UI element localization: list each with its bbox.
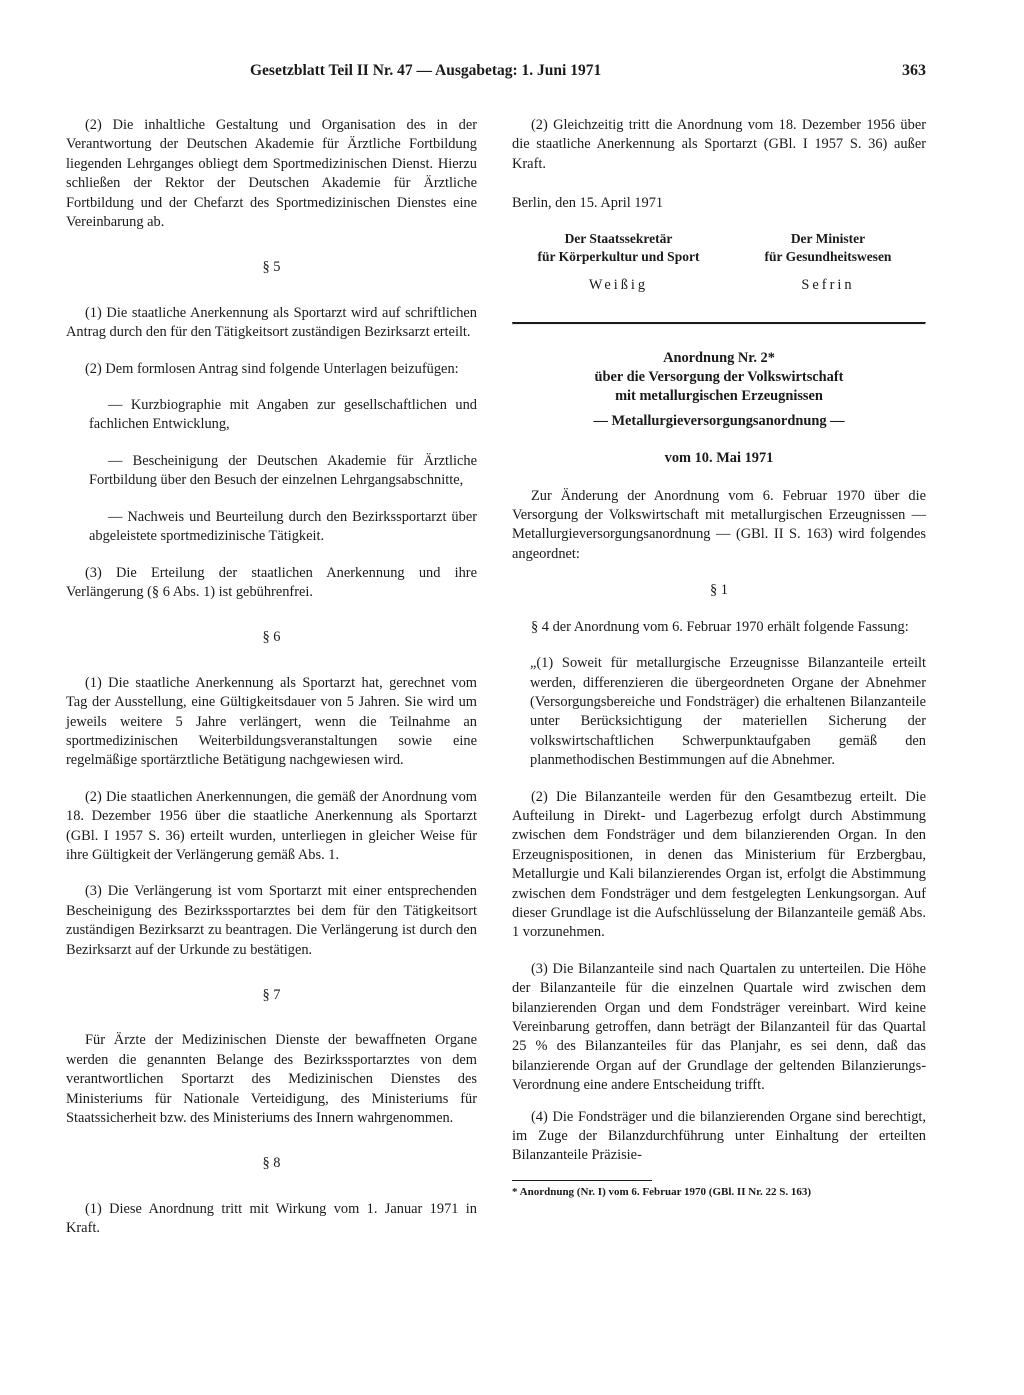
section-heading-5: § 5 — [262, 259, 281, 276]
ordinance-title: Anordnung Nr. 2* — [663, 349, 775, 366]
signature-name: Weißig — [588, 276, 649, 293]
page-header — [250, 62, 926, 80]
signature-title: Der Minister — [790, 230, 866, 246]
section-heading-6: § 6 — [262, 629, 281, 646]
paragraph: Zur Änderung der Anordnung vom 6. Februar 1970 über die Versorgung der Volkswirtschaft mit metallurgischen Erzeugnissen — Metallurgieversorgungsanordnung — (GBl. II S. 163) wird folgendes angeordnet: — [512, 487, 926, 562]
paragraph: § 4 der Anordnung vom 6. Februar 1970 erhält folgende Fassung: — [531, 618, 909, 635]
ordinance-date: vom 10. Mai 1971 — [664, 450, 774, 467]
signature-name: Sefrin — [801, 276, 855, 293]
paragraph: (4) Die Fondsträger und die bilanzierenden Organe sind berechtigt, im Zuge der Bilanzdurchführung unter Einhaltung der erteilten Bilanzanteile Präzisie- — [512, 1108, 926, 1164]
ordinance-subtitle: — Metallurgieversorgungsanordnung — — [593, 412, 845, 429]
footnote-divider — [512, 1180, 652, 1181]
paragraph: (3) Die Bilanzanteile sind nach Quartalen zu unterteilen. Die Höhe der Bilanzanteile für die einzelnen Quartale wird zwischen dem bilanzierenden Organ und dem Fondsträger vereinbart. Wird keine Vereinbarung getroffen, dann beträgt der Bilanzanteil für das Quartal 25 % des Bilanzanteiles für das Planjahr, es sei denn, daß das bilanzierende Organ auf der Grundlage der geltenden Bilanzierungs-Verordnung eine andere Entscheidung trifft. — [512, 960, 926, 1094]
paragraph: (1) Diese Anordnung tritt mit Wirkung vom 1. Januar 1971 in Kraft. — [66, 1200, 477, 1237]
left-column — [66, 116, 477, 1239]
section-heading-7: § 7 — [262, 987, 281, 1003]
paragraph: (1) Die staatliche Anerkennung als Sportarzt wird auf schriftlichen Antrag durch den für den Tätigkeitsort zuständigen Bezirksarzt erteilt. — [66, 304, 477, 341]
paragraph: (2) Gleichzeitig tritt die Anordnung vom 18. Dezember 1956 über die staatliche Anerkennung als Sportarzt (GBl. I 1957 S. 36) außer Kraft. — [512, 117, 926, 172]
signature-title: für Gesundheitswesen — [764, 248, 892, 264]
paragraph: (2) Die inhaltliche Gestaltung und Organisation des in der Verantwortung der Deutschen Akademie für Ärztliche Fortbildung liegenden Lehrganges obliegt dem Sportmedizinischen Dienst. Hierzu schließen der Rektor der Deutschen Akademie für Ärztliche Fortbildung und der Chefarzt des Sportmedizinischen Dienstes eine Vereinbarung ab. — [66, 117, 477, 231]
list-item: — Bescheinigung der Deutschen Akademie für Ärztliche Fortbildung über den Besuch der einzelnen Lehrgangsabschnitte, — [89, 452, 477, 489]
list-item: — Kurzbiographie mit Angaben zur gesellschaftlichen und fachlichen Entwicklung, — [89, 397, 477, 433]
signature-title: für Körperkultur und Sport — [537, 248, 700, 264]
signature-left — [516, 230, 721, 294]
section-heading-8: § 8 — [262, 1155, 281, 1172]
place-date: Berlin, den 15. April 1971 — [512, 195, 664, 212]
paragraph: Für Ärzte der Medizinischen Dienste der bewaffneten Organe werden die genannten Belange des Bezirkssportarztes von dem verantwortlichen Sportarzt des Medizinischen Dienstes des Ministeriums für Nationale Verteidigung, des Ministeriums für Staatssicherheit bzw. des Ministeriums des Innern wahrgenommen. — [66, 1032, 477, 1127]
paragraph: (2) Dem formlosen Antrag sind folgende Unterlagen beizufügen: — [85, 360, 459, 377]
page-number: 363 — [902, 62, 926, 79]
paragraph: (3) Die Erteilung der staatlichen Anerkennung und ihre Verlängerung (§ 6 Abs. 1) ist gebührenfrei. — [66, 564, 477, 600]
signature-title: Der Staatssekretär — [564, 230, 673, 246]
section-heading-1: § 1 — [710, 582, 728, 599]
footnote: * Anordnung (Nr. I) vom 6. Februar 1970 (GBl. II Nr. 22 S. 163) — [512, 1185, 812, 1198]
signature-right — [742, 230, 914, 294]
ordinance-title: über die Versorgung der Volkswirtschaft — [594, 369, 844, 386]
paragraph: „(1) Soweit für metallurgische Erzeugnisse Bilanzanteile erteilt werden, differenzieren die übergeordneten Organe der Abnehmer (Versorgungsbereiche und Fondsträger) die erhaltenen Bilanzanteile unter Berücksichtigung der materiellen Sicherung der volkswirtschaftlichen Schwerpunktaufgaben gemäß den planmethodischen Bestimmungen auf die Abnehmer. — [530, 655, 926, 769]
paragraph: (2) Die Bilanzanteile werden für den Gesamtbezug erteilt. Die Aufteilung in Direkt- und Lagerbezug erfolgt durch Abstimmung zwischen dem Fondsträger und dem bilanzierenden Organ. In den Erzeugnispositionen, in denen das Ministerium für Erzbergbau, Metallurgie und Kali bilanzierendes Organ ist, erfolgt die Abstimmung zwischen dem Fondsträger und dem festgelegten Lenkungsorgan. Auf dieser Grundlage ist die Aufschlüsselung der Bilanzanteile gemäß Abs. 1 vorzunehmen. — [512, 788, 926, 941]
signature-block — [512, 230, 926, 294]
quoted-text — [512, 654, 926, 770]
right-column — [512, 116, 926, 1199]
list-item: — Nachweis und Beurteilung durch den Bezirkssportarzt über abgeleistete sportmedizinische Tätigkeit. — [89, 508, 477, 545]
paragraph: (3) Die Verlängerung ist vom Sportarzt mit einer entsprechenden Bescheinigung des Bezirkssportarztes bei dem für den Tätigkeitsort zuständigen Bezirksarzt zu beantragen. Die Verlängerung ist durch den Bezirksarzt auf der Urkunde zu bestätigen. — [66, 883, 477, 958]
ordinance-title: mit metallurgischen Erzeugnissen — [615, 388, 823, 405]
paragraph: (1) Die staatliche Anerkennung als Sportarzt hat, gerechnet vom Tag der Ausstellung, eine Gültigkeitsdauer von 5 Jahren. Sie wird um jeweils weitere 5 Jahre verlängert, wenn die Teilnahme an sportmedizinischen Weiterbildungsveranstaltungen sowie eine regelmäßige sportärztliche Betätigung nachgewiesen wird. — [66, 674, 477, 769]
paragraph: (2) Die staatlichen Anerkennungen, die gemäß der Anordnung vom 18. Dezember 1956 über die staatliche Anerkennung als Sportarzt (GBl. I 1957 S. 36) erteilt wurden, unterliegen in gleicher Weise für ihre Gültigkeit der Verlängerung gemäß Abs. 1. — [66, 788, 477, 863]
header-title: Gesetzblatt Teil II Nr. 47 — Ausgabetag: 1. Juni 1971 — [250, 62, 602, 79]
